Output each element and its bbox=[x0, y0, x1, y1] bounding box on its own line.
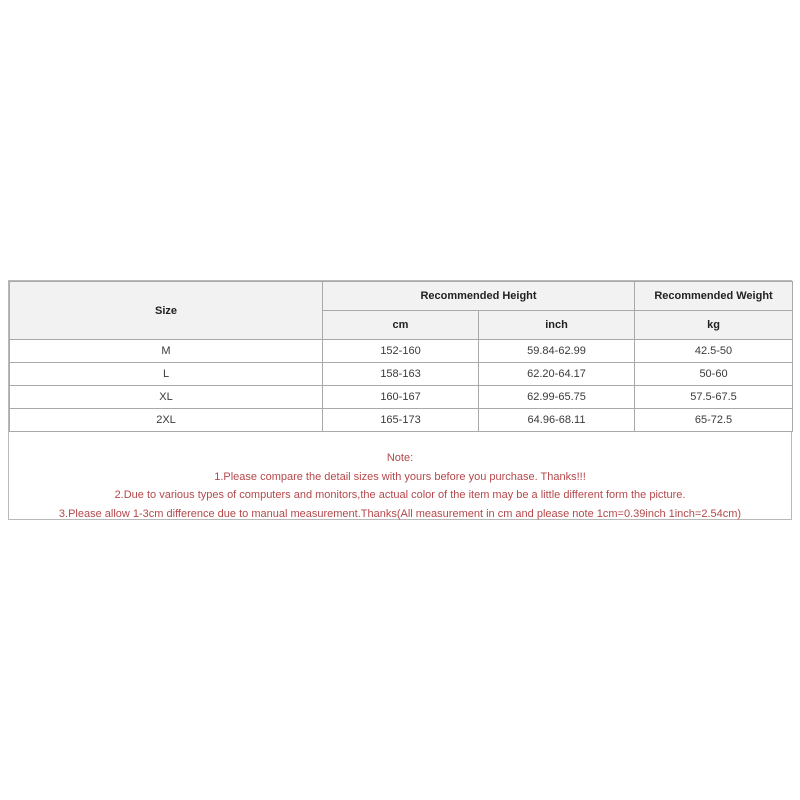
note-line-3: 3.Please allow 1-3cm difference due to manual measurement.Thanks(All measurement in cm and please note 1cm=0.39inch 1inch=2.54cm) bbox=[58, 507, 742, 520]
table-row bbox=[10, 386, 793, 409]
kg-cell: 65-72.5 bbox=[635, 409, 793, 432]
kg-cell: 57.5-67.5 bbox=[635, 386, 793, 409]
weight-header: Recommended Weight bbox=[635, 282, 793, 311]
size-cell: 2XL bbox=[10, 409, 323, 432]
inch-cell: 64.96-68.11 bbox=[479, 409, 635, 432]
size-cell: XL bbox=[10, 386, 323, 409]
kg-cell: 50-60 bbox=[635, 363, 793, 386]
cm-cell: 152-160 bbox=[323, 340, 479, 363]
inch-cell: 62.20-64.17 bbox=[479, 363, 635, 386]
table-row bbox=[10, 363, 793, 386]
cm-cell: 158-163 bbox=[323, 363, 479, 386]
size-header: Size bbox=[10, 282, 323, 340]
inch-cell: 59.84-62.99 bbox=[479, 340, 635, 363]
size-table bbox=[9, 281, 793, 432]
size-chart bbox=[8, 280, 792, 520]
cm-cell: 165-173 bbox=[323, 409, 479, 432]
size-cell: L bbox=[10, 363, 323, 386]
inch-cell: 62.99-65.75 bbox=[479, 386, 635, 409]
inch-header: inch bbox=[479, 311, 635, 340]
cm-header: cm bbox=[323, 311, 479, 340]
table-row bbox=[10, 340, 793, 363]
kg-cell: 42.5-50 bbox=[635, 340, 793, 363]
note-line-2: 2.Due to various types of computers and monitors,the actual color of the item may be a little different form the picture. bbox=[114, 489, 686, 501]
note-title: Note: bbox=[386, 452, 414, 464]
kg-header: kg bbox=[635, 311, 793, 340]
size-cell: M bbox=[10, 340, 323, 363]
cm-cell: 160-167 bbox=[323, 386, 479, 409]
note-line-1: 1.Please compare the detail sizes with yours before you purchase. Thanks!!! bbox=[214, 470, 586, 483]
notes-section bbox=[9, 449, 791, 523]
table-row bbox=[10, 409, 793, 432]
height-header: Recommended Height bbox=[323, 282, 635, 311]
